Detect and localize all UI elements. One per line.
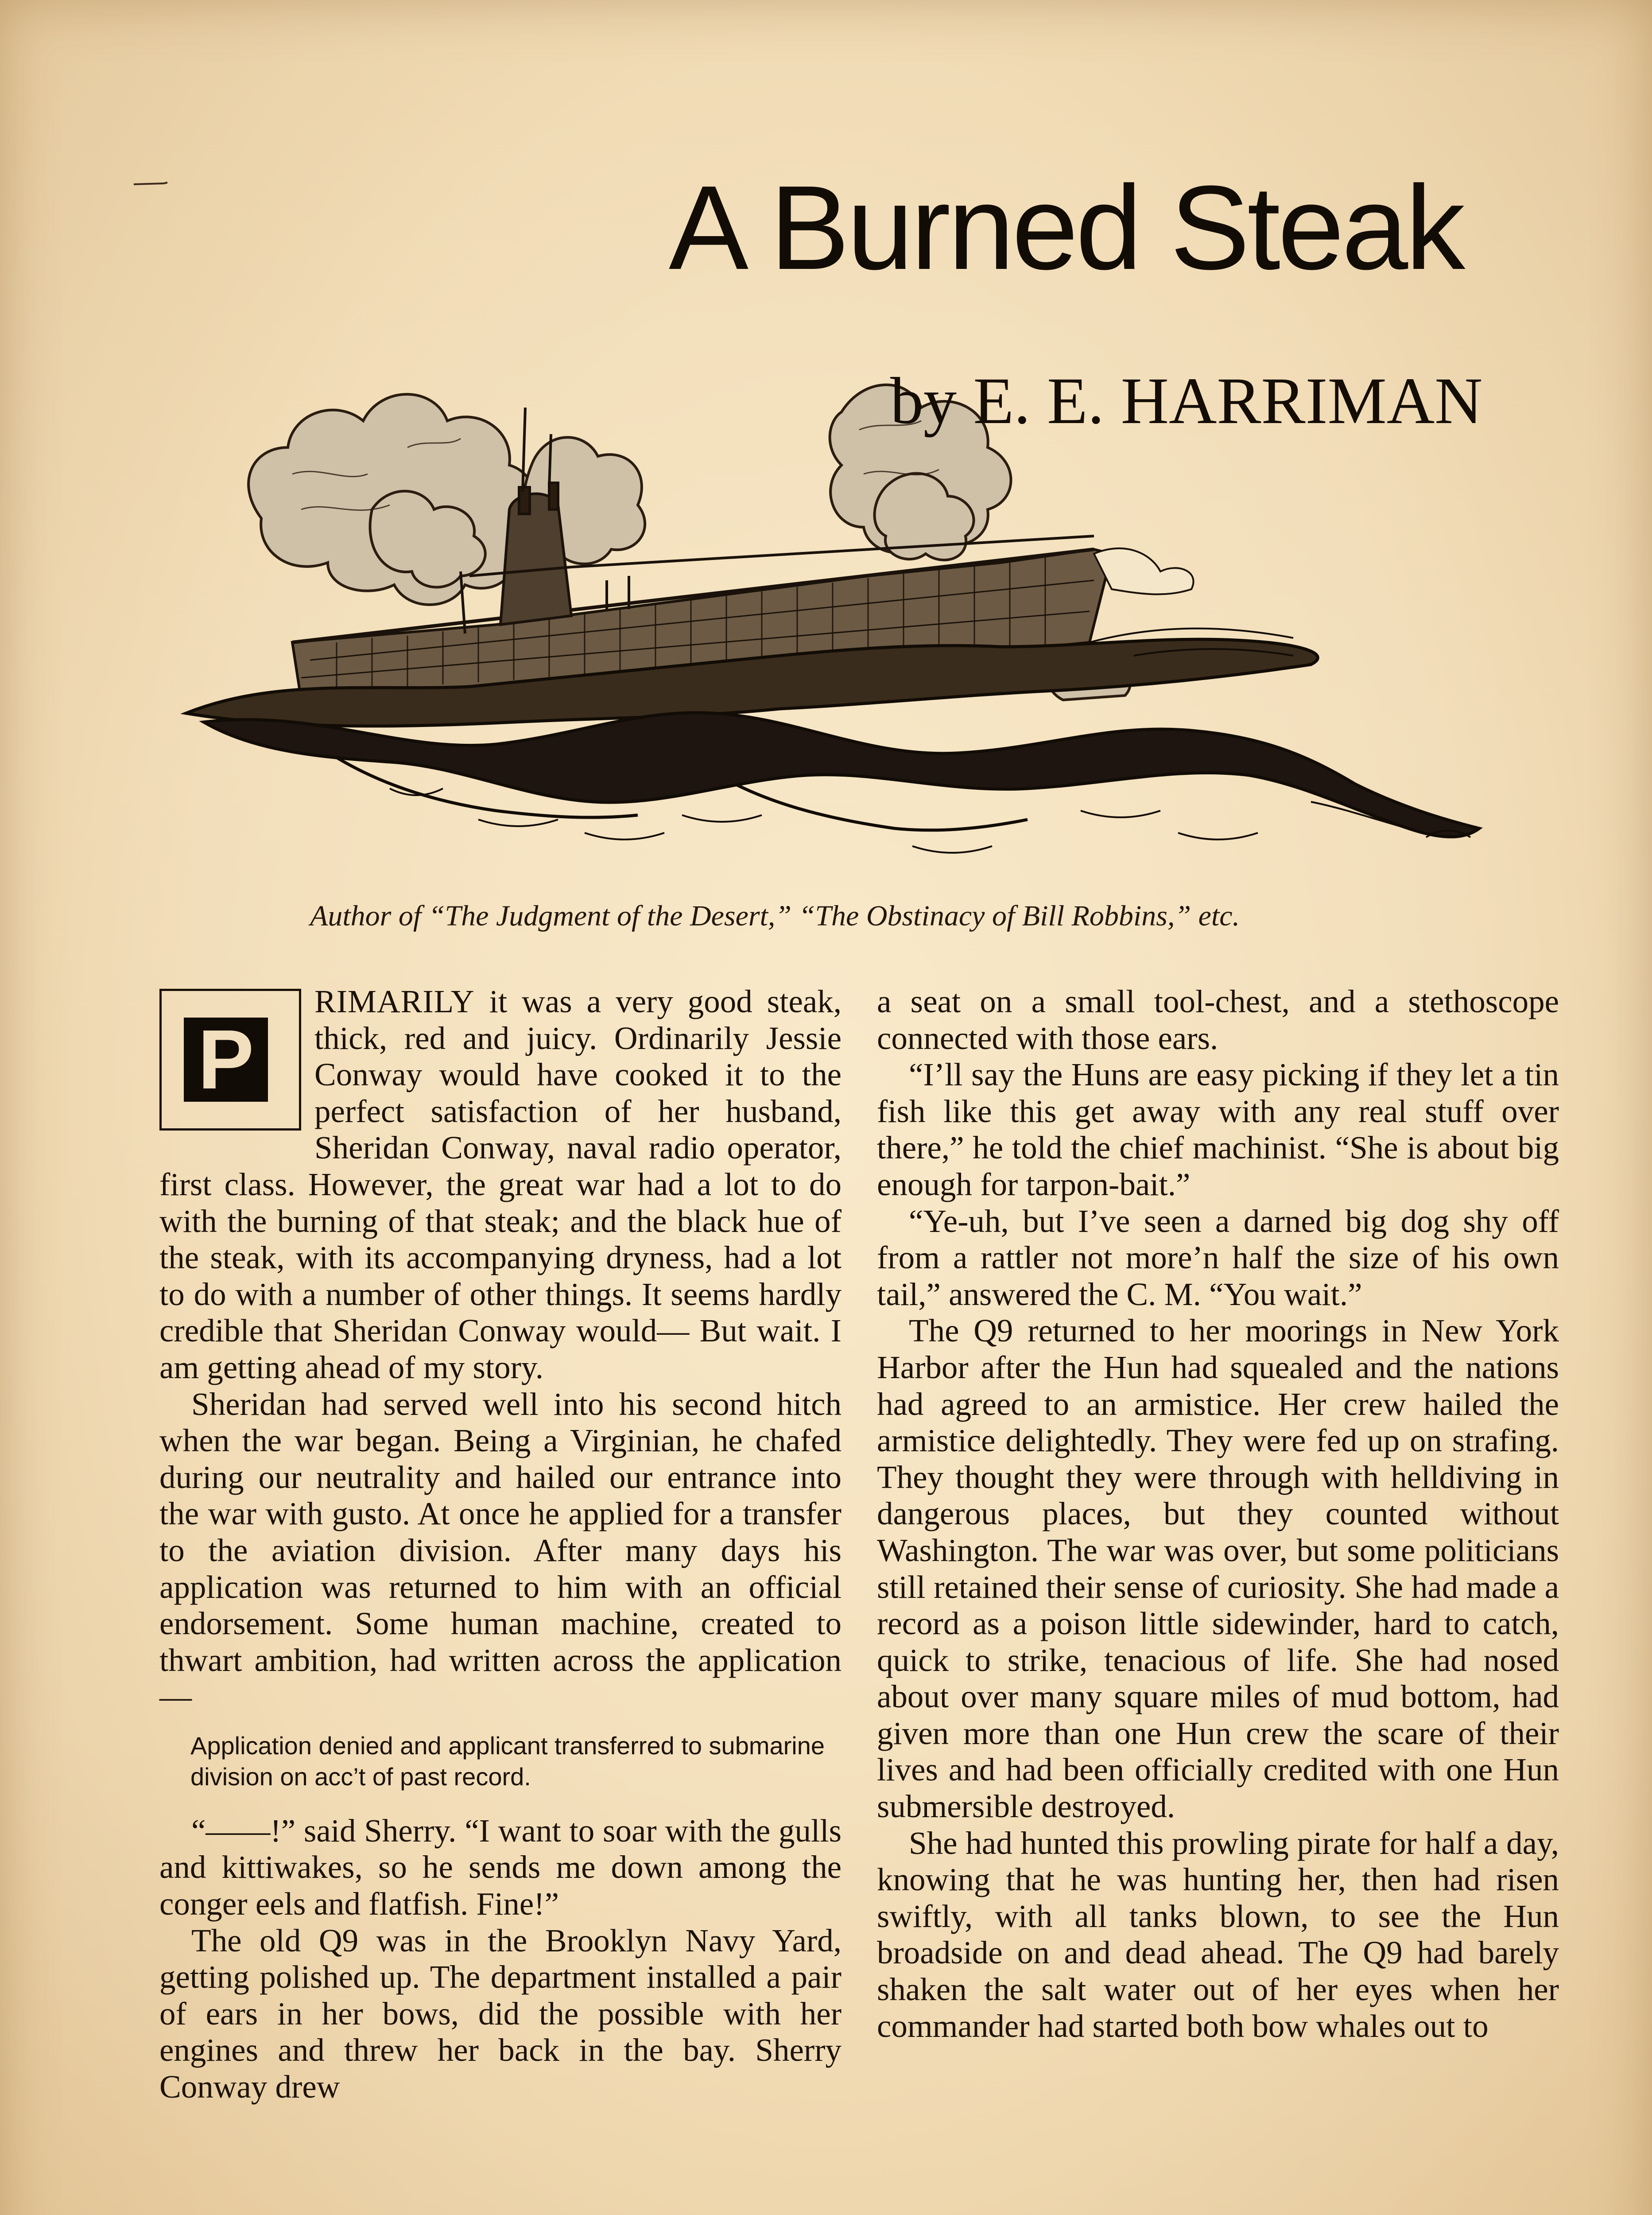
submarine-illustration [159,199,1510,873]
author-credits [310,899,1506,933]
author-credit-work-2: “The Obstinacy of Bill Robbins,” [799,900,1191,932]
stray-pen-mark [133,182,168,186]
paragraph: The Q9 returned to her moorings in New York Harbor after the Hun had squealed and the nations had agreed to an armistice. Her crew hailed the armistice delightedly. They were fed up on strafing. They thought they were through with helldiving in dangerous places, but they counted without Washington. The war was over, but some politicians still retained their sense of curiosity. She had made a record as a poison little sidewinder, hard to catch, quick to strike, tenacious of life. She had nosed about over many square miles of mud bottom, had given more than one Hun crew the scare of their lives and had been officially credited with one Hun submersible destroyed. [877,1313,1559,1825]
opening-word: RIMARILY [314,983,475,1019]
paragraph: “——!” said Sherry. “I want to soar with the gulls and kittiwakes, so he sends me down among the conger eels and flatfish. Fine!” [159,1812,842,1922]
paragraph: The old Q9 was in the Brooklyn Navy Yard, getting polished up. The department installed a pair of ears in her bows, did the possible with her engines and threw her back in the bay. Sherry Conway drew [159,1922,842,2105]
drop-cap-frame [159,989,301,1131]
text-column-left [159,983,842,2106]
drop-cap-letter: P [184,1018,268,1102]
paragraph-text: it was a very good steak, thick, red and juicy. Ordinarily Jessie Conway would have cooked it to the perfect satisfaction of her husband, Sheridan Conway, naval radio operator, first class. However, the great war had a lot to do with the burning of that steak; and the black hue of the steak, with its accompanying dryness, had a lot to do with a number of other things. It seems hardly credible that Sheridan Conway would— But wait. I am getting ahead of my story. [159,983,842,1385]
paragraph: “I’ll say the Huns are easy picking if they let a tin fish like this get away with any real stuff over there,” he told the chief machinist. “She is about big enough for tarpon-bait.” [877,1057,1559,1202]
endorsement-quote: Application denied and applicant transferred to submarine division on acc’t of past record. [190,1731,825,1791]
author-credits-suffix: etc. [1198,900,1240,932]
paragraph: a seat on a small tool-chest, and a stethoscope connected with those ears. [877,983,1559,1056]
author-credits-prefix: Author of [310,900,429,932]
story-title: A Burned Steak [669,161,1463,295]
paragraph: She had hunted this prowling pirate for half a day, knowing that he was hunting her, then had risen swiftly, with all tanks blown, to see the Hun broadside on and dead ahead. The Q9 had barely shaken the salt water out of her eyes when her commander had started both bow whales out to [877,1825,1559,2044]
text-column-right [877,983,1559,2044]
author-credit-work-1: “The Judgment of the Desert,” [428,900,792,932]
paragraph: Sheridan had served well into his second hitch when the war began. Being a Virginian, he chafed during our neutrality and hailed our entrance into the war with gusto. At once he applied for a transfer to the aviation division. After many days his application was returned to him with an official endorsement. Some human machine, created to thwart ambition, had written across the application— [159,1386,842,1715]
paragraph: “Ye-uh, but I’ve seen a darned big dog shy off from a rattler not more’n half the size of his own tail,” answered the C. M. “You wait.” [877,1203,1559,1312]
story-byline: by E. E. HARRIMAN [890,364,1483,438]
